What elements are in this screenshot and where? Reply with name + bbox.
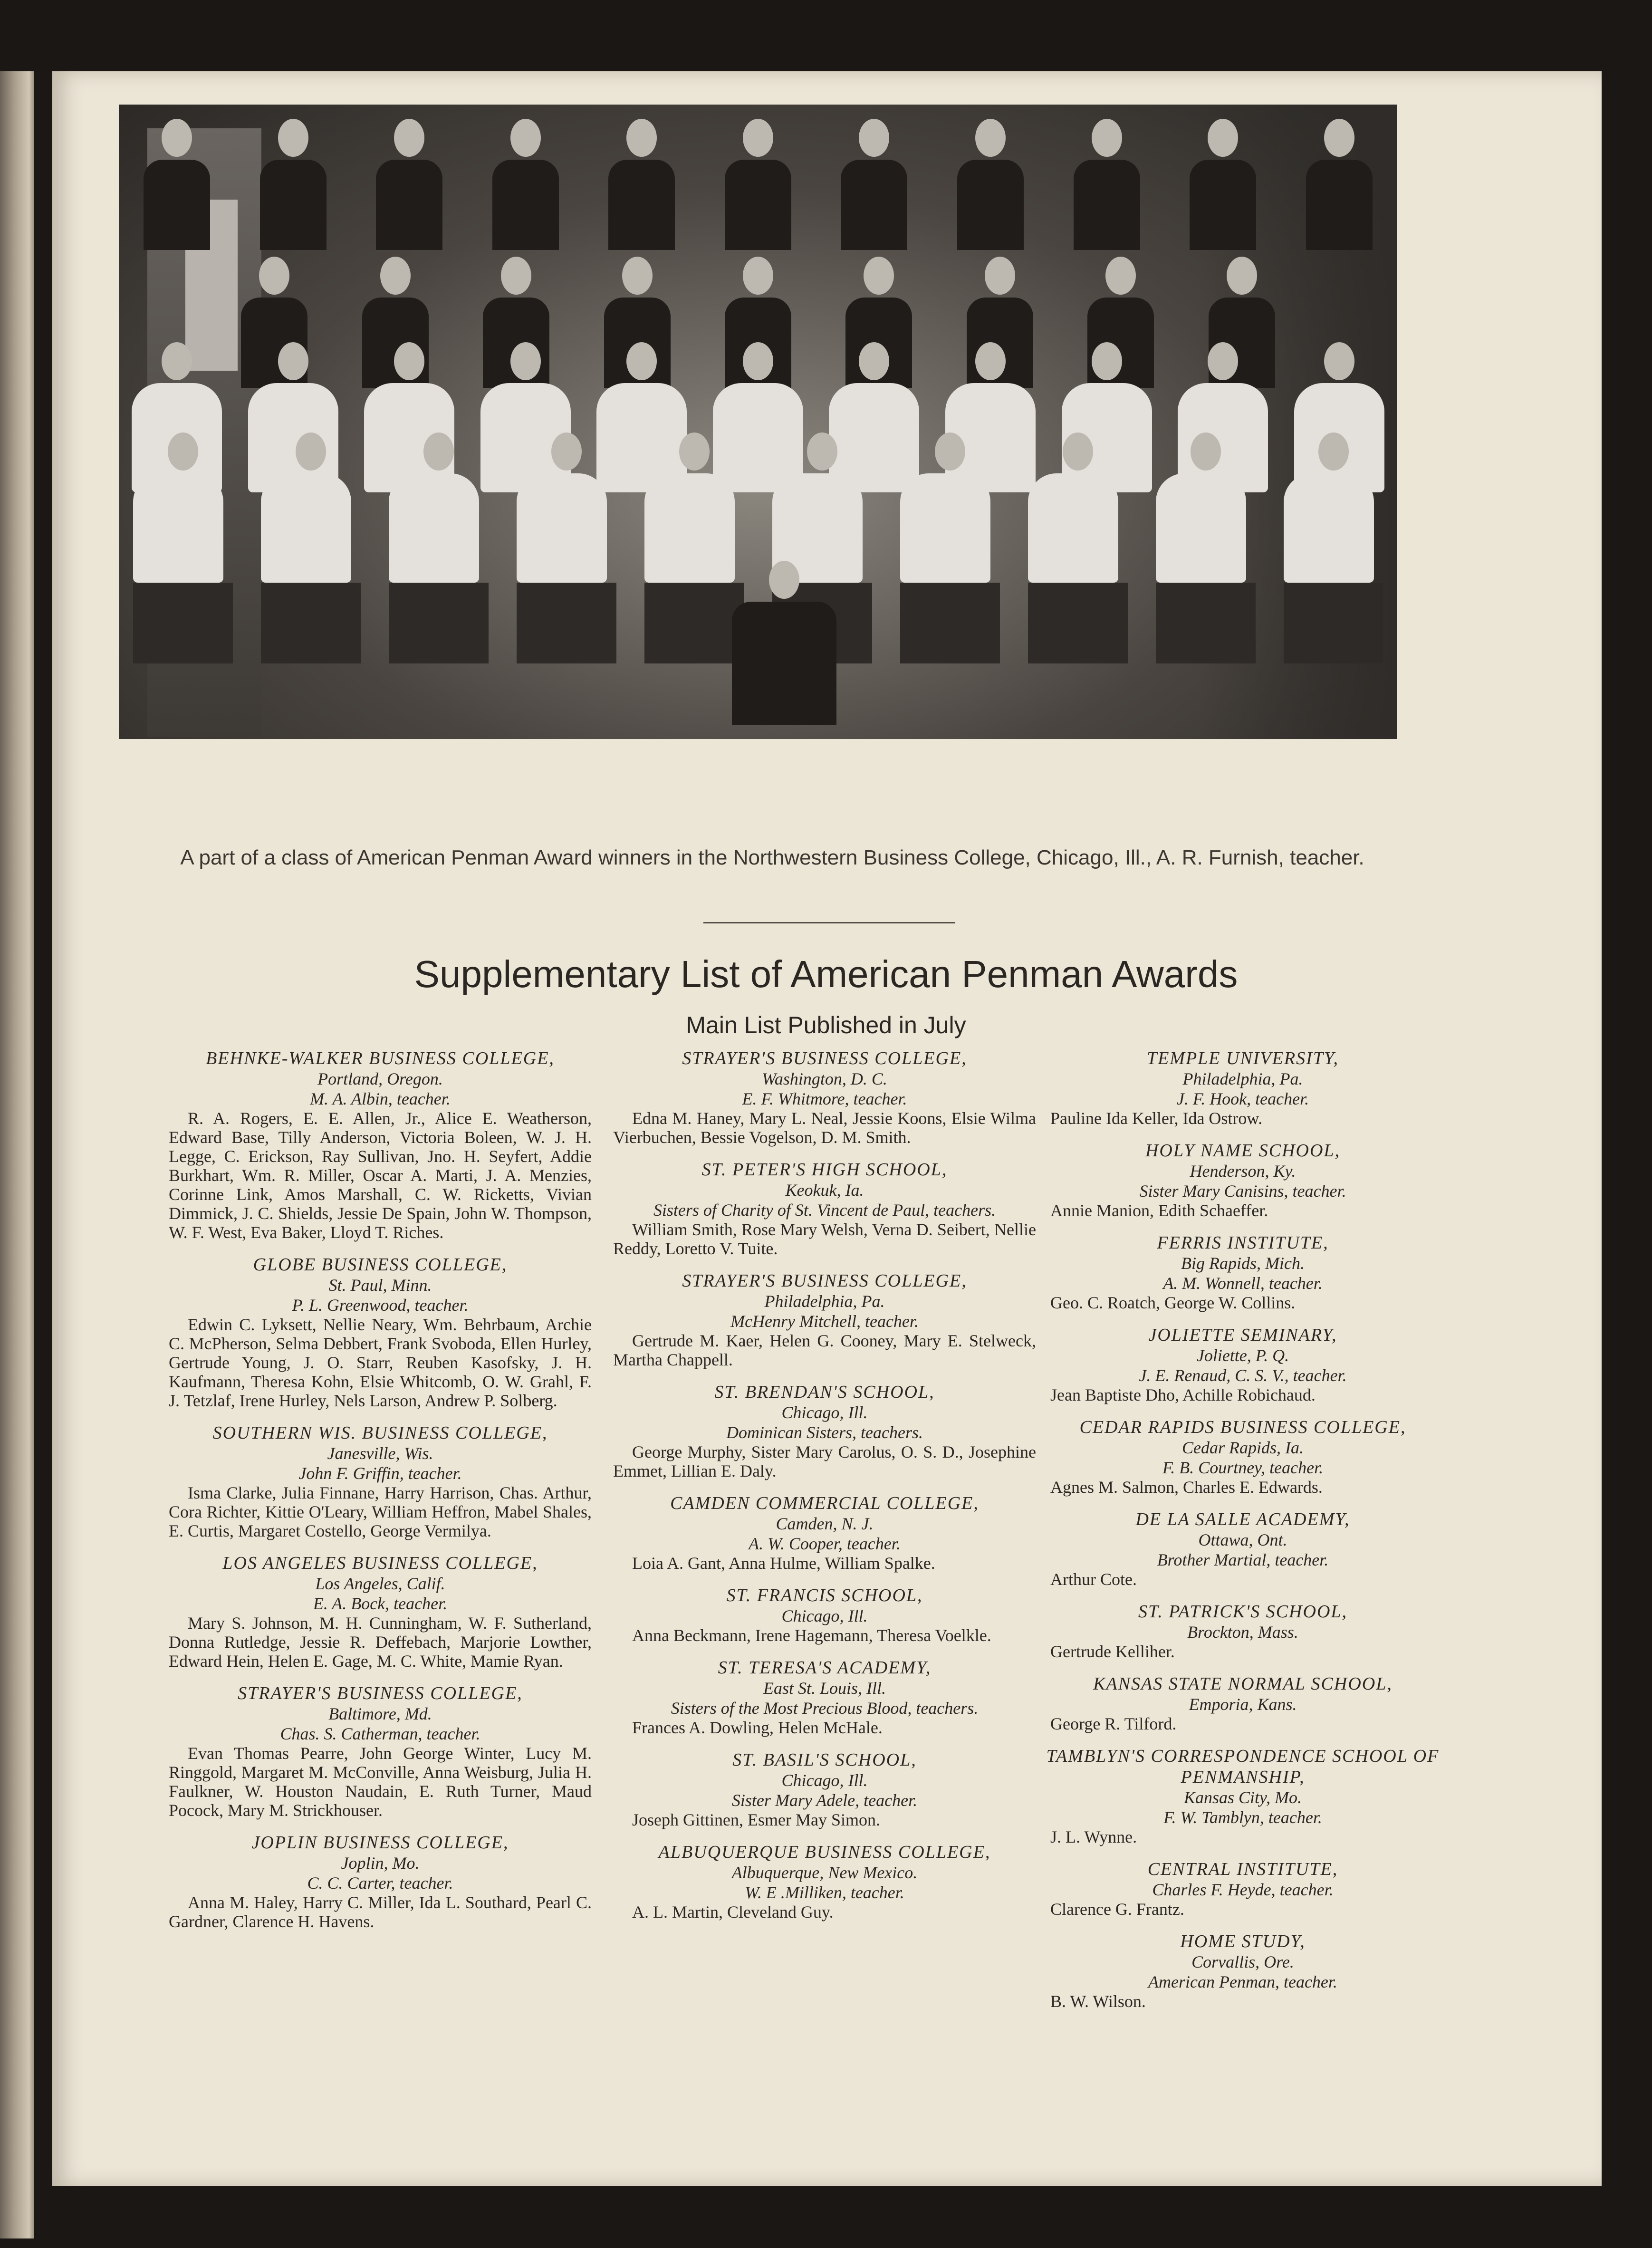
award-entry: [169, 1048, 592, 1242]
school-teacher: Sister Mary Canisins, teacher.: [1139, 1182, 1346, 1201]
school-location: Kansas City, Mo.: [1183, 1788, 1302, 1807]
school-location: Baltimore, Md.: [328, 1704, 432, 1723]
school-location: Portland, Oregon.: [317, 1069, 443, 1088]
award-winners: B. W. Wilson.: [1050, 1992, 1146, 2011]
award-winners: Loia A. Gant, Anna Hulme, William Spalke.: [632, 1554, 935, 1573]
award-winners: Clarence G. Frantz.: [1050, 1900, 1184, 1919]
school-location: Ottawa, Ont.: [1198, 1530, 1287, 1549]
school-teacher: E. A. Bock, teacher.: [313, 1594, 448, 1613]
school-location: Keokuk, Ia.: [785, 1181, 864, 1200]
award-winners: Joseph Gittinen, Esmer May Simon.: [632, 1810, 880, 1829]
front-seated-man: [732, 561, 836, 725]
school-location: Joplin, Mo.: [341, 1854, 420, 1873]
award-entry: [169, 1422, 592, 1540]
school-location: Janesville, Wis.: [327, 1444, 433, 1463]
award-entry: [1031, 1325, 1454, 1404]
award-winners: A. L. Martin, Cleveland Guy.: [632, 1902, 834, 1921]
award-winners: Anna Beckmann, Irene Hagemann, Theresa Voelkle.: [632, 1626, 991, 1645]
facing-page-edge: [0, 71, 34, 2238]
award-entry: [1031, 1140, 1454, 1220]
class-photograph: [119, 105, 1397, 739]
award-winners: J. L. Wynne.: [1050, 1827, 1137, 1846]
school-teacher: A. W. Cooper, teacher.: [749, 1534, 901, 1553]
school-name: HOME STUDY,: [1180, 1931, 1306, 1951]
school-teacher: F. W. Tamblyn, teacher.: [1163, 1808, 1322, 1827]
school-teacher: P. L. Greenwood, teacher.: [292, 1296, 469, 1315]
school-name: HOLY NAME SCHOOL,: [1145, 1141, 1341, 1161]
award-entry: [613, 1749, 1036, 1829]
award-entry: [169, 1254, 592, 1410]
award-winners: Anna M. Haley, Harry C. Miller, Ida L. Southard, Pearl C. Gardner, Clarence H. Havens.: [169, 1893, 592, 1931]
school-location: Camden, N. J.: [776, 1514, 874, 1533]
award-entry: [613, 1270, 1036, 1369]
award-winners: Agnes M. Salmon, Charles E. Edwards.: [1050, 1478, 1323, 1497]
school-name: ST. TERESA'S ACADEMY,: [718, 1658, 932, 1678]
school-name: JOLIETTE SEMINARY,: [1148, 1325, 1337, 1345]
school-location: Cedar Rapids, Ia.: [1182, 1438, 1304, 1457]
award-entry: [613, 1048, 1036, 1147]
award-winners: Mary S. Johnson, M. H. Cunningham, W. F. Sutherland, Donna Rutledge, Jessie R. Deffebach, Marjorie Lowther, Edward Hein, Helen E. Gage, M. C. White, Mamie Ryan.: [169, 1614, 592, 1671]
school-name: STRAYER'S BUSINESS COLLEGE,: [682, 1271, 967, 1291]
school-teacher: A. M. Wonnell, teacher.: [1163, 1274, 1323, 1293]
school-location: Henderson, Ky.: [1190, 1162, 1296, 1181]
school-teacher: J. F. Hook, teacher.: [1176, 1089, 1309, 1108]
award-entry: [169, 1683, 592, 1820]
award-entry: [169, 1832, 592, 1931]
photo-caption: A part of a class of American Penman Award winners in the Northwestern Business College, Chicago, Ill., A. R. Furnish, teacher.: [180, 846, 1364, 869]
school-name: GLOBE BUSINESS COLLEGE,: [253, 1255, 508, 1275]
award-winners: Geo. C. Roatch, George W. Collins.: [1050, 1293, 1296, 1312]
award-winners: Evan Thomas Pearre, John George Winter, Lucy M. Ringgold, Margaret M. McConville, Anna Weisburg, Julia H. Faulkner, W. Houston Naudain, E. Ruth Turner, Maud Pocock, Mary M. Strickhouser.: [169, 1744, 592, 1820]
page-subtitle: Main List Published in July: [686, 1012, 966, 1038]
back-row: [119, 119, 1397, 250]
award-entry: [613, 1382, 1036, 1480]
school-name: LOS ANGELES BUSINESS COLLEGE,: [222, 1553, 538, 1573]
award-winners: Gertrude Kelliher.: [1050, 1642, 1175, 1661]
school-teacher: Sisters of the Most Precious Blood, teachers.: [671, 1699, 979, 1718]
school-name: ST. BASIL'S SCHOOL,: [732, 1750, 917, 1770]
award-winners: Pauline Ida Keller, Ida Ostrow.: [1050, 1109, 1263, 1128]
school-name: SOUTHERN WIS. BUSINESS COLLEGE,: [212, 1423, 548, 1443]
school-location: Albuquerque, New Mexico.: [731, 1863, 918, 1882]
award-entry: [1031, 1931, 1454, 2011]
school-teacher: F. B. Courtney, teacher.: [1162, 1458, 1324, 1477]
school-teacher: John F. Griffin, teacher.: [298, 1464, 462, 1483]
award-winners: Edwin C. Lyksett, Nellie Neary, Wm. Behrbaum, Archie C. McPherson, Selma Debbert, Frank Svoboda, Ellen Hurley, Gertrude Young, J. O. Starr, Reuben Kasofsky, J. H. Kaufmann, Theresa Kohn, Elsie Whitcomb, O. W. Grahl, F. J. Tetzlaf, Irene Hurley, Nels Larson, Andrew P. Solberg.: [169, 1315, 592, 1410]
school-location: Chicago, Ill.: [781, 1771, 868, 1790]
award-entry: [1031, 1746, 1454, 1846]
school-name: ALBUQUERQUE BUSINESS COLLEGE,: [658, 1842, 991, 1862]
school-teacher: Dominican Sisters, teachers.: [726, 1423, 923, 1442]
school-location: Los Angeles, Calif.: [315, 1574, 445, 1593]
school-name: FERRIS INSTITUTE,: [1157, 1233, 1329, 1253]
school-teacher: Sister Mary Adele, teacher.: [731, 1791, 918, 1810]
award-entry: [1031, 1509, 1454, 1589]
school-name: ST. FRANCIS SCHOOL,: [726, 1585, 923, 1605]
award-winners: Gertrude M. Kaer, Helen G. Cooney, Mary E. Stelweck, Martha Chappell.: [613, 1331, 1036, 1369]
award-entry: [1031, 1048, 1454, 1128]
award-winners: William Smith, Rose Mary Welsh, Verna D. Seibert, Nellie Reddy, Loretto V. Tuite.: [613, 1220, 1036, 1258]
school-name: DE LA SALLE ACADEMY,: [1135, 1509, 1350, 1529]
school-name: TAMBLYN'S CORRESPONDENCE SCHOOL OF PENMANSHIP,: [1046, 1746, 1440, 1787]
school-name: BEHNKE-WALKER BUSINESS COLLEGE,: [206, 1048, 555, 1068]
award-winners: Edna M. Haney, Mary L. Neal, Jessie Koons, Elsie Wilma Vierbuchen, Bessie Vogelson, D. M. Smith.: [613, 1109, 1036, 1147]
school-teacher: E. F. Whitmore, teacher.: [742, 1089, 907, 1108]
award-winners: George R. Tilford.: [1050, 1714, 1177, 1733]
award-winners: Annie Manion, Edith Schaeffer.: [1050, 1201, 1268, 1220]
column-3: [1031, 1048, 1454, 2023]
school-name: ST. BRENDAN'S SCHOOL,: [714, 1382, 935, 1402]
school-location: Big Rapids, Mich.: [1181, 1254, 1305, 1273]
school-name: ST. PETER'S HIGH SCHOOL,: [701, 1160, 948, 1180]
award-winners: Isma Clarke, Julia Finnane, Harry Harrison, Chas. Arthur, Cora Richter, Kittie O'Leary, William Heffron, Mabel Shales, E. Curtis, Margaret Costello, George Vermilya.: [169, 1483, 592, 1540]
school-location: Brockton, Mass.: [1187, 1623, 1298, 1642]
school-teacher: Sisters of Charity of St. Vincent de Paul, teachers.: [653, 1201, 996, 1220]
school-location: Philadelphia, Pa.: [1182, 1069, 1303, 1088]
divider-rule: [703, 922, 955, 923]
award-winners: Jean Baptiste Dho, Achille Robichaud.: [1050, 1385, 1316, 1404]
award-entry: [1031, 1859, 1454, 1919]
school-teacher: Chas. S. Catherman, teacher.: [280, 1724, 480, 1743]
award-entry: [613, 1585, 1036, 1645]
school-name: TEMPLE UNIVERSITY,: [1146, 1048, 1339, 1068]
school-location: Washington, D. C.: [762, 1069, 887, 1088]
school-location: East St. Louis, Ill.: [763, 1679, 886, 1698]
school-location: Chicago, Ill.: [781, 1403, 868, 1422]
school-teacher: J. E. Renaud, C. S. V., teacher.: [1139, 1366, 1347, 1385]
school-teacher: M. A. Albin, teacher.: [310, 1089, 451, 1108]
school-name: STRAYER'S BUSINESS COLLEGE,: [682, 1048, 967, 1068]
award-entry: [1031, 1601, 1454, 1661]
school-name: STRAYER'S BUSINESS COLLEGE,: [238, 1683, 523, 1703]
school-location: St. Paul, Minn.: [328, 1276, 432, 1295]
school-teacher: Brother Martial, teacher.: [1157, 1550, 1329, 1569]
school-location: Philadelphia, Pa.: [764, 1292, 885, 1311]
school-location: Corvallis, Ore.: [1191, 1952, 1294, 1971]
page-title: Supplementary List of American Penman Awards: [414, 953, 1238, 995]
award-entry: [169, 1553, 592, 1671]
school-name: CEDAR RAPIDS BUSINESS COLLEGE,: [1079, 1417, 1406, 1437]
school-name: JOPLIN BUSINESS COLLEGE,: [251, 1833, 509, 1853]
award-entry: [1031, 1232, 1454, 1312]
award-winners: R. A. Rogers, E. E. Allen, Jr., Alice E. Weatherson, Edward Base, Tilly Anderson, Victoria Boleen, W. J. H. Legge, C. Erickson, Ray Sullivan, Jno. H. Seyfert, Addie Burkhart, Wm. R. Miller, Oscar A. Marti, J. A. Menzies, Corinne Link, Amos Marshall, C. W. Ricketts, Vivian Dimmick, J. C. Shields, Jessie De Spain, John W. Thompson, W. F. West, Eva Baker, Lloyd T. Riches.: [169, 1109, 592, 1242]
school-teacher: McHenry Mitchell, teacher.: [730, 1312, 919, 1331]
school-teacher: Charles F. Heyde, teacher.: [1152, 1880, 1334, 1899]
school-teacher: American Penman, teacher.: [1148, 1972, 1337, 1991]
award-entry: [1031, 1417, 1454, 1497]
award-entry: [613, 1493, 1036, 1573]
school-location: Joliette, P. Q.: [1196, 1346, 1289, 1365]
award-entry: [613, 1159, 1036, 1258]
award-entry: [1031, 1673, 1454, 1733]
award-winners: Frances A. Dowling, Helen McHale.: [632, 1718, 883, 1737]
award-entry: [613, 1842, 1036, 1921]
school-name: CAMDEN COMMERCIAL COLLEGE,: [670, 1493, 979, 1513]
school-teacher: C. C. Carter, teacher.: [307, 1873, 453, 1893]
column-1: [169, 1048, 592, 1943]
school-name: KANSAS STATE NORMAL SCHOOL,: [1093, 1674, 1393, 1694]
award-winners: Arthur Cote.: [1050, 1570, 1137, 1589]
school-name: CENTRAL INSTITUTE,: [1147, 1859, 1338, 1879]
award-entry: [613, 1657, 1036, 1737]
school-teacher: W. E .Milliken, teacher.: [745, 1883, 904, 1902]
school-location: Chicago, Ill.: [781, 1606, 868, 1625]
column-2: [613, 1048, 1036, 1934]
award-winners: George Murphy, Sister Mary Carolus, O. S. D., Josephine Emmet, Lillian E. Daly.: [613, 1442, 1036, 1480]
school-name: ST. PATRICK'S SCHOOL,: [1138, 1602, 1348, 1622]
school-location: Emporia, Kans.: [1189, 1695, 1297, 1714]
